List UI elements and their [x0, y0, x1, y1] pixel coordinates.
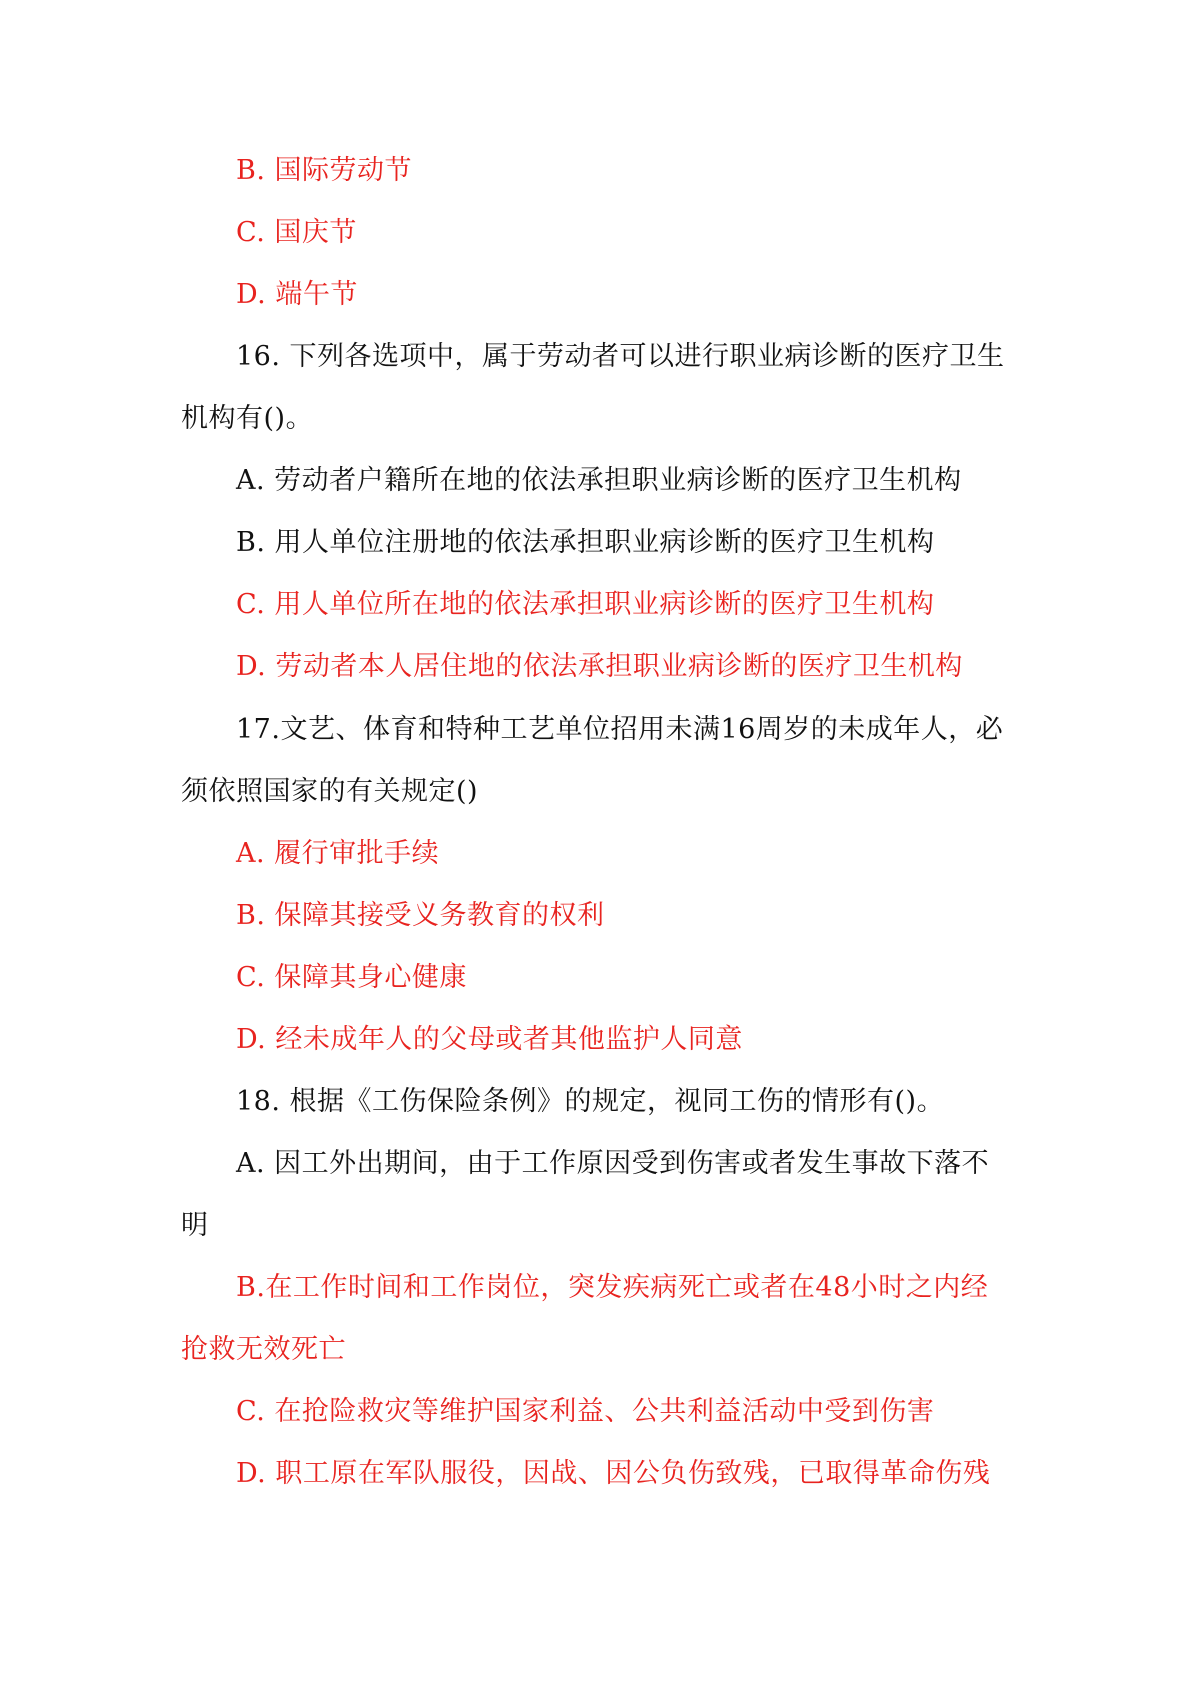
question-16-line1: 16. 下列各选项中，属于劳动者可以进行职业病诊断的医疗卫生 [236, 341, 1005, 372]
option-18c: C. 在抢险救灾等维护国家利益、公共利益活动中受到伤害 [236, 1396, 935, 1427]
option-16d: D. 劳动者本人居住地的依法承担职业病诊断的医疗卫生机构 [236, 651, 963, 682]
option-15d: D. 端午节 [236, 279, 358, 310]
option-18a-line2: 明 [181, 1210, 209, 1241]
option-17a: A. 履行审批手续 [236, 838, 440, 869]
option-18d: D. 职工原在军队服役，因战、因公负伤致残，已取得革命伤残 [236, 1458, 991, 1489]
option-15c: C. 国庆节 [236, 217, 357, 248]
option-17c: C. 保障其身心健康 [236, 962, 467, 993]
option-16b: B. 用人单位注册地的依法承担职业病诊断的医疗卫生机构 [236, 527, 935, 558]
option-18a-line1: A. 因工外出期间，由于工作原因受到伤害或者发生事故下落不 [236, 1148, 990, 1179]
option-17d: D. 经未成年人的父母或者其他监护人同意 [236, 1024, 743, 1055]
option-17b: B. 保障其接受义务教育的权利 [236, 900, 605, 931]
option-18b-line2: 抢救无效死亡 [181, 1334, 346, 1365]
question-18: 18. 根据《工伤保险条例》的规定，视同工伤的情形有()。 [236, 1086, 945, 1117]
question-17-line1: 17.文艺、体育和特种工艺单位招用未满16周岁的未成年人，必 [236, 714, 1004, 745]
option-18b-line1: B.在工作时间和工作岗位，突发疾病死亡或者在48小时之内经 [236, 1272, 989, 1303]
question-16-line2: 机构有()。 [181, 403, 314, 434]
option-15b: B. 国际劳动节 [236, 155, 413, 186]
option-16a: A. 劳动者户籍所在地的依法承担职业病诊断的医疗卫生机构 [236, 465, 962, 496]
option-16c: C. 用人单位所在地的依法承担职业病诊断的医疗卫生机构 [236, 589, 935, 620]
question-17-line2: 须依照国家的有关规定() [181, 776, 479, 807]
